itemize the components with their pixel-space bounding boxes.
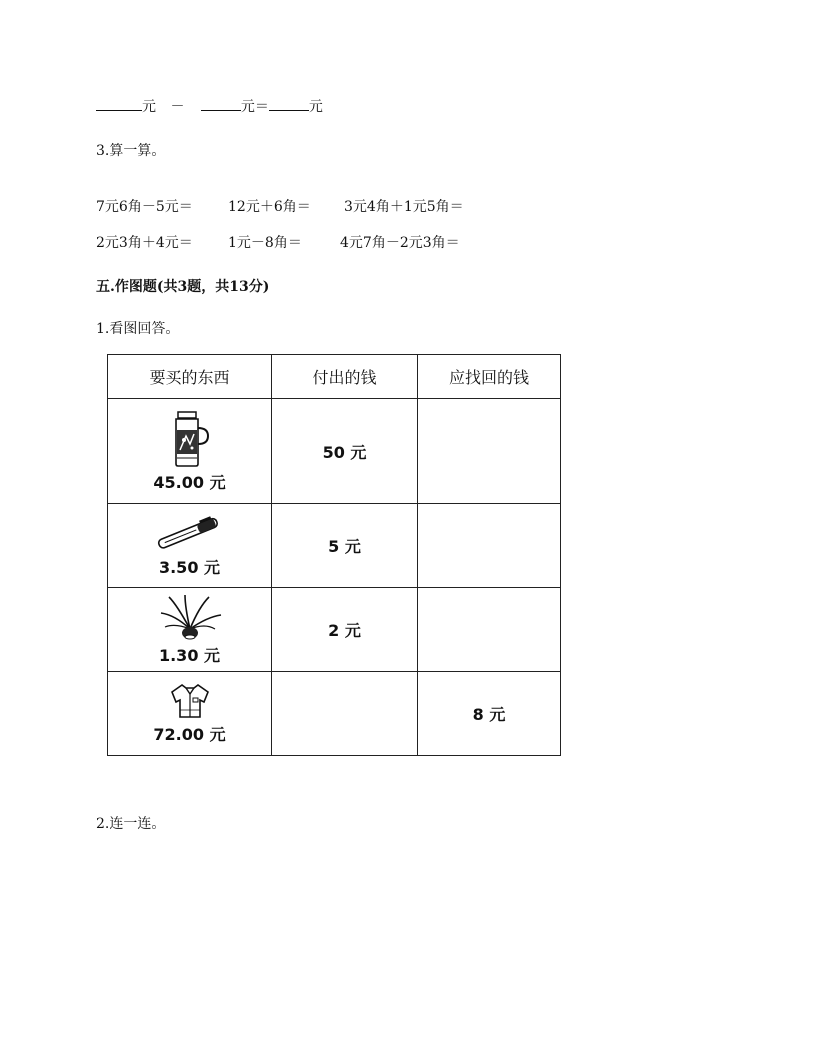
question-3-title: 3.算一算。	[96, 143, 166, 159]
shuttlecock-icon	[155, 593, 225, 641]
equals-sign: ＝	[254, 99, 269, 115]
item-price: 3.50 元	[158, 558, 221, 577]
shopping-table	[107, 354, 561, 756]
item-cell	[108, 399, 272, 504]
paid-cell: 2 元	[272, 588, 418, 672]
answer-blank-3[interactable]	[269, 96, 309, 111]
calc-item: 1元－8角＝	[228, 235, 302, 251]
table-row	[108, 399, 561, 504]
item-cell	[108, 672, 272, 756]
change-cell: 8 元	[418, 672, 561, 756]
item-cell	[108, 588, 272, 672]
section-5-heading: 五.作图题(共3题，共13分)	[96, 279, 270, 295]
calc-item: 12元＋6角＝	[228, 199, 311, 215]
item-price: 1.30 元	[158, 646, 221, 665]
calc-item: 7元6角－5元＝	[96, 199, 193, 215]
question-2-title: 2.连一连。	[96, 816, 166, 832]
table-header-row	[108, 355, 561, 399]
pen-icon	[153, 513, 227, 553]
shirt-icon	[168, 682, 212, 720]
change-cell[interactable]	[418, 504, 561, 588]
answer-blank-1[interactable]	[96, 96, 142, 111]
paid-cell: 50 元	[272, 399, 418, 504]
unit-yuan: 元	[142, 99, 156, 115]
money-equation	[96, 96, 323, 116]
calc-item: 4元7角－2元3角＝	[340, 235, 460, 251]
change-cell[interactable]	[418, 588, 561, 672]
change-cell[interactable]	[418, 399, 561, 504]
item-price: 72.00 元	[153, 725, 226, 744]
answer-blank-2[interactable]	[201, 96, 241, 111]
calc-item: 2元3角＋4元＝	[96, 235, 193, 251]
header-paid: 付出的钱	[272, 355, 418, 399]
thermos-icon	[168, 410, 212, 468]
minus-sign: －	[170, 99, 185, 115]
header-items: 要买的东西	[108, 355, 272, 399]
item-cell	[108, 504, 272, 588]
header-change: 应找回的钱	[418, 355, 561, 399]
paid-cell[interactable]	[272, 672, 418, 756]
unit-yuan: 元	[308, 99, 323, 115]
table-row	[108, 504, 561, 588]
unit-yuan: 元	[240, 99, 255, 115]
calc-item: 3元4角＋1元5角＝	[344, 199, 464, 215]
paid-cell: 5 元	[272, 504, 418, 588]
item-price: 45.00 元	[153, 472, 226, 492]
question-1-title: 1.看图回答。	[96, 321, 180, 337]
table-row	[108, 588, 561, 672]
table-row	[108, 672, 561, 756]
